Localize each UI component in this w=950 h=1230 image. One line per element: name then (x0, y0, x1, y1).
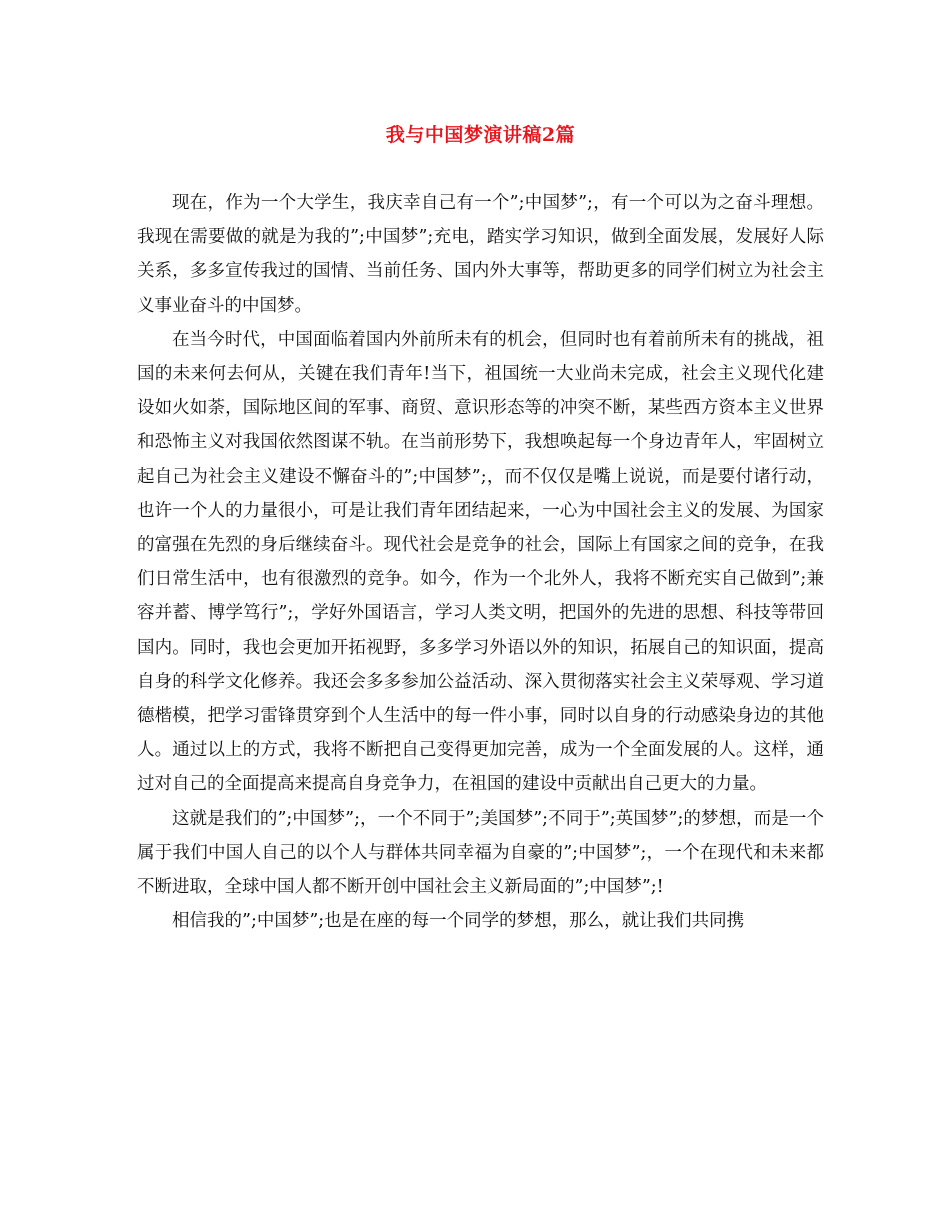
paragraph-4: 相信我的”;中国梦”;也是在座的每一个同学的梦想，那么，就让我们共同携 (172, 911, 745, 932)
paragraph-3: 这就是我们的”;中国梦”;，一个不同于”;美国梦”;不同于”;英国梦”;的梦想，而是一个属于我们中国人自己的以个人与群体共同幸福为自豪的”;中国梦”;，一个在现代和未来都不断进取，全球中国人都不断开创中国社会主义新局面的”;中国梦”;! (137, 808, 824, 898)
paragraph-1: 现在，作为一个大学生，我庆幸自己有一个”;中国梦”;，有一个可以为之奋斗理想。我现在需要做的就是为我的”;中国梦”;充电，踏实学习知识，做到全面发展，发展好人际关系，多多宣传我过的国情、当前任务、国内外大事等，帮助更多的同学们树立为社会主义事业奋斗的中国梦。 (137, 193, 824, 316)
document-body (137, 186, 824, 938)
document-title: 我与中国梦演讲稿2篇 (385, 124, 576, 146)
paragraph-2: 在当今时代，中国面临着国内外前所未有的机会，但同时也有着前所未有的挑战，祖国的未来何去何从，关键在我们青年!当下，祖国统一大业尚未完成，社会主义现代化建设如火如荼，国际地区间的军事、商贸、意识形态等的冲突不断，某些西方资本主义世界和恐怖主义对我国依然图谋不轨。在当前形势下，我想唤起每一个身边青年人，牢固树立起自己为社会主义建设不懈奋斗的”;中国梦”;，而不仅仅是嘴上说说，而是要付诸行动，也许一个人的力量很小，可是让我们青年团结起来，一心为中国社会主义的发展、为国家的富强在先烈的身后继续奋斗。现代社会是竞争的社会，国际上有国家之间的竞争，在我们日常生活中，也有很激烈的竞争。如今，作为一个北外人，我将不断充实自己做到”;兼容并蓄、博学笃行”;，学好外国语言，学习人类文明，把国外的先进的思想、科技等带回国内。同时，我也会更加开拓视野，多多学习外语以外的知识，拓展自己的知识面，提高自身的科学文化修养。我还会多多参加公益活动、深入贯彻落实社会主义荣辱观、学习道德楷模，把学习雷锋贯穿到个人生活中的每一件小事，同时以自身的行动感染身边的其他人。通过以上的方式，我将不断把自己变得更加完善，成为一个全面发展的人。这样，通过对自己的全面提高来提高自身竞争力，在祖国的建设中贡献出自己更大的力量。 (137, 329, 824, 795)
